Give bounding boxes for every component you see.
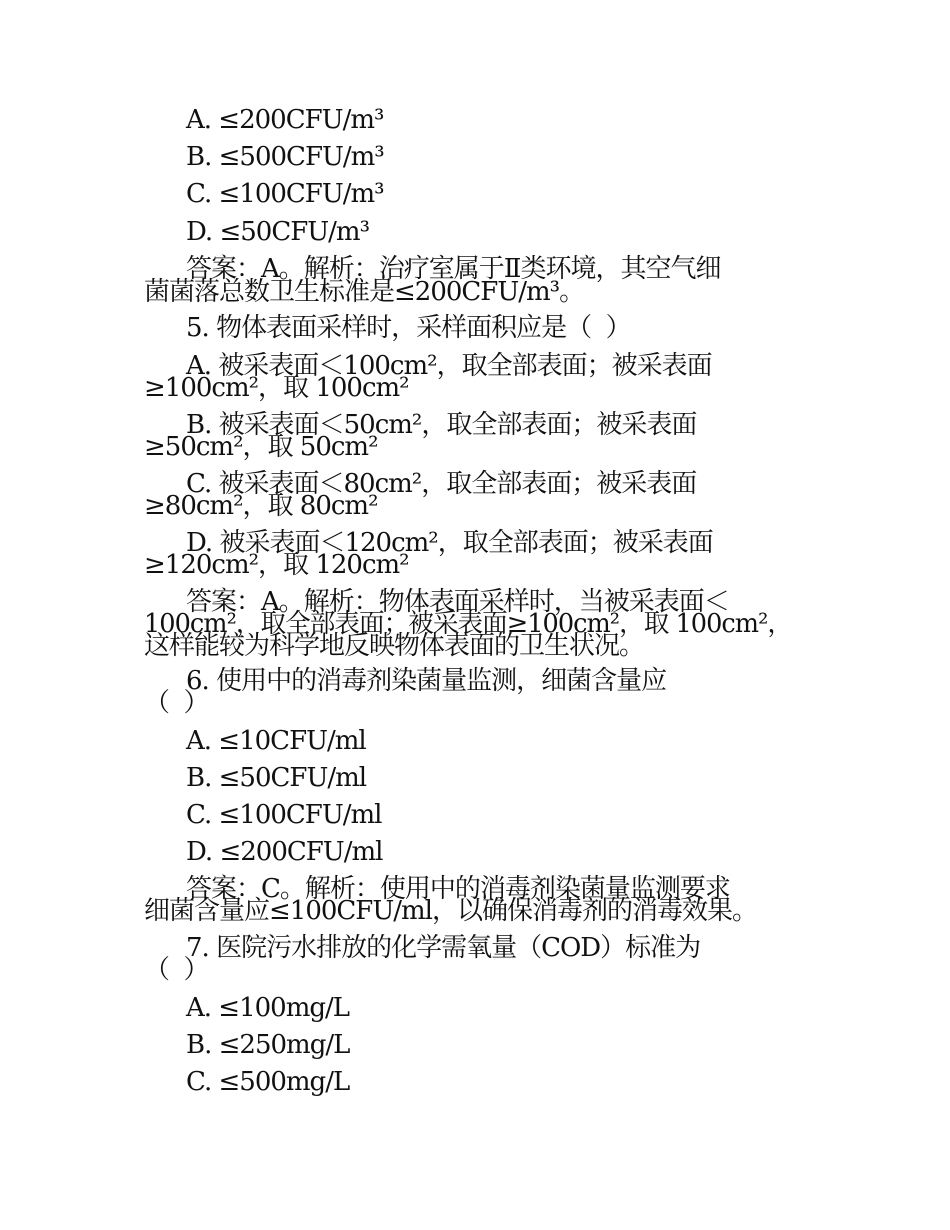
q6-option-d: D. ≤200CFU/ml [186,837,383,867]
q7-stem-line-1: 7. 医院污水排放的化学需氧量（COD）标准为 [186,933,701,963]
q4-option-b: B. ≤500CFU/m³ [186,142,384,172]
q6-option-b: B. ≤50CFU/ml [186,763,367,793]
q5-answer-line-3: 这样能较为科学地反映物体表面的卫生状况。 [144,631,645,661]
q4-option-d: D. ≤50CFU/m³ [186,217,369,247]
q5-option-d-line-1: D. 被采表面＜120cm²，取全部表面；被采表面 [186,528,713,558]
q5-option-a-line-1: A. 被采表面＜100cm²，取全部表面；被采表面 [186,351,712,381]
q4-answer-line-1: 答案：A。解析：治疗室属于Ⅱ类环境，其空气细 [186,254,721,284]
q7-option-b: B. ≤250mg/L [186,1030,350,1060]
q4-option-a: A. ≤200CFU/m³ [186,105,384,135]
q5-option-b-line-1: B. 被采表面＜50cm²，取全部表面；被采表面 [186,410,697,440]
q6-option-a: A. ≤10CFU/ml [186,726,366,756]
q6-answer-line-2: 细菌含量应≤100CFU/ml，以确保消毒剂的消毒效果。 [144,896,757,926]
q6-answer-line-1: 答案：C。解析：使用中的消毒剂染菌量监测要求 [186,874,730,904]
q7-option-c: C. ≤500mg/L [186,1067,350,1097]
q5-option-d-line-2: ≥120cm²，取 120cm² [144,550,409,580]
q4-option-c: C. ≤100CFU/m³ [186,179,384,209]
q7-option-a: A. ≤100mg/L [186,993,350,1023]
q5-option-c-line-1: C. 被采表面＜80cm²，取全部表面；被采表面 [186,469,697,499]
q6-stem-line-1: 6. 使用中的消毒剂染菌量监测，细菌含量应 [186,666,667,696]
q5-answer-line-1: 答案：A。解析：物体表面采样时，当被采表面＜ [186,587,729,617]
q6-stem-line-2: （ ） [144,688,209,718]
q5-option-a-line-2: ≥100cm²，取 100cm² [144,373,409,403]
q5-option-c-line-2: ≥80cm²，取 80cm² [144,491,378,521]
q5-answer-line-2: 100cm²，取全部表面；被采表面≥100cm²，取 100cm²， [144,609,792,639]
q5-stem: 5. 物体表面采样时，采样面积应是（ ） [186,313,631,343]
q7-stem-line-2: （ ） [144,955,209,985]
q6-option-c: C. ≤100CFU/ml [186,800,382,830]
q5-option-b-line-2: ≥50cm²，取 50cm² [144,432,378,462]
q4-answer-line-2: 菌菌落总数卫生标准是≤200CFU/m³。 [144,277,585,307]
